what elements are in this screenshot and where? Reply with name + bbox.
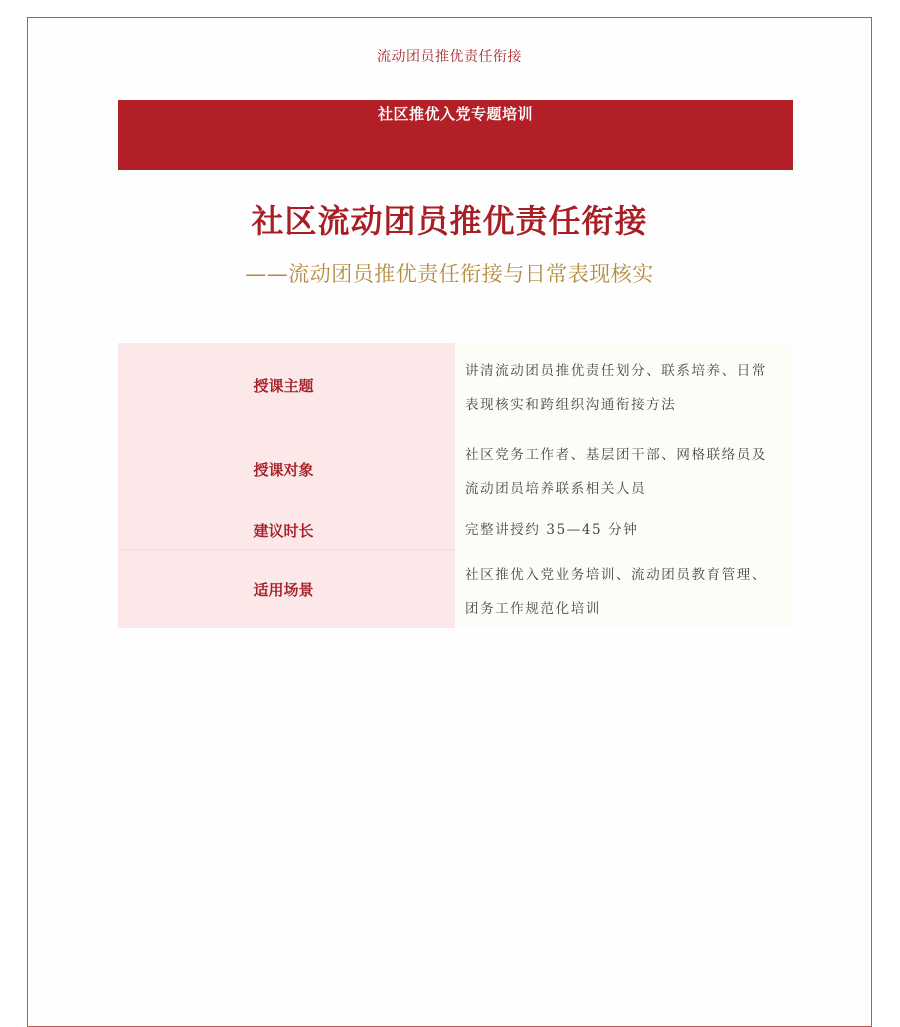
row-value-text: 社区推优入党业务培训、流动团员教育管理、团务工作规范化培训 — [465, 566, 767, 617]
banner-text: 社区推优入党专题培训 — [377, 105, 533, 123]
page-subtitle: ——流动团员推优责任衔接与日常表现核实 — [245, 262, 654, 286]
row-label-scenario: 适用场景 — [118, 549, 455, 628]
page-title: 社区流动团员推优责任衔接 — [251, 202, 648, 240]
row-label-audience: 授课对象 — [118, 427, 455, 511]
row-value-audience — [455, 427, 793, 511]
row-value-topic — [455, 343, 793, 427]
row-value-scenario — [455, 549, 793, 628]
row-value-duration — [455, 511, 793, 549]
table-row — [118, 343, 793, 427]
title-banner — [118, 100, 793, 170]
row-value-text: 讲清流动团员推优责任划分、联系培养、日常表现核实和跨组织沟通衔接方法 — [465, 363, 767, 413]
row-value-text: 社区党务工作者、基层团干部、网格联络员及流动团员培养联系相关人员 — [465, 447, 767, 497]
table-row — [118, 549, 793, 628]
document-page — [27, 17, 872, 1027]
row-value-text: 完整讲授约 35—45 分钟 — [465, 522, 639, 538]
table-row — [118, 511, 793, 549]
course-info-table — [118, 343, 793, 628]
row-label-duration: 建议时长 — [118, 511, 455, 549]
running-header: 流动团员推优责任衔接 — [377, 49, 522, 65]
row-label-topic: 授课主题 — [118, 343, 455, 427]
table-row — [118, 427, 793, 511]
